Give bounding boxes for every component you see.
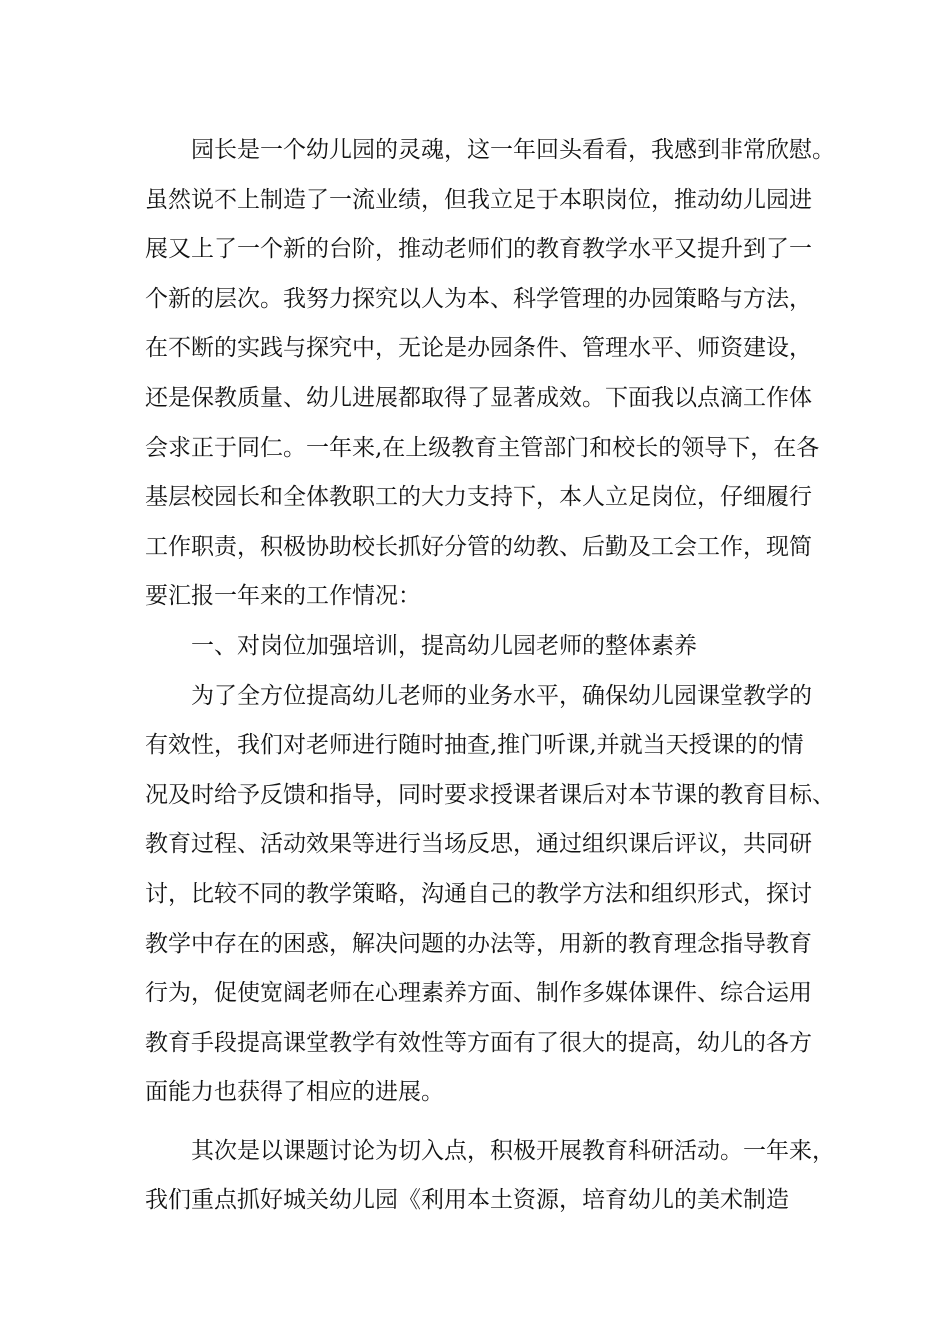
paragraph-line: 况及时给予反馈和指导，同时要求授课者课后对本节课的教育目标、 [145, 781, 835, 808]
paragraph-line: 有效性，我们对老师进行随时抽查,推门听课,并就当天授课的的情 [145, 732, 804, 759]
paragraph-line: 展又上了一个新的台阶，推动老师们的教育教学水平又提升到了一 [145, 236, 812, 263]
paragraph-line: 其次是以课题讨论为切入点，积极开展教育科研活动。一年来， [191, 1137, 835, 1164]
paragraph-line: 教育手段提高课堂教学有效性等方面有了很大的提高，幼儿的各方 [145, 1029, 812, 1056]
paragraph-line: 我们重点抓好城关幼儿园《利用本土资源，培育幼儿的美术制造 [145, 1187, 789, 1214]
paragraph-line: 教育过程、活动效果等进行当场反思，通过组织课后评议，共同研 [145, 831, 812, 858]
section-heading: 一、对岗位加强培训，提高幼儿园老师的整体素养 [191, 632, 697, 659]
paragraph-line: 面能力也获得了相应的进展。 [145, 1079, 444, 1106]
paragraph-line: 讨，比较不同的教学策略，沟通自己的教学方法和组织形式，探讨 [145, 880, 812, 907]
paragraph-line: 还是保教质量、幼儿进展都取得了显著成效。下面我以点滴工作体 [145, 384, 812, 411]
paragraph-line: 园长是一个幼儿园的灵魂，这一年回头看看，我感到非常欣慰。 [191, 137, 835, 163]
document-body [145, 126, 845, 1226]
paragraph-line: 为了全方位提高幼儿老师的业务水平，确保幼儿园课堂教学的 [191, 682, 812, 709]
paragraph-line: 会求正于同仁。一年来,在上级教育主管部门和校长的领导下，在各 [145, 434, 820, 461]
paragraph-line: 要汇报一年来的工作情况： [145, 583, 421, 610]
paragraph-line: 虽然说不上制造了一流业绩，但我立足于本职岗位，推动幼儿园进 [145, 186, 812, 213]
paragraph-line: 在不断的实践与探究中，无论是办园条件、管理水平、师资建设， [145, 335, 812, 362]
paragraph-line: 教学中存在的困惑，解决问题的办法等，用新的教育理念指导教育 [145, 930, 812, 957]
paragraph-line: 工作职责，积极协助校长抓好分管的幼教、后勤及工会工作，现简 [145, 533, 812, 560]
paragraph-line: 个新的层次。我努力探究以人为本、科学管理的办园策略与方法， [145, 285, 812, 312]
paragraph-line: 基层校园长和全体教职工的大力支持下，本人立足岗位，仔细履行 [145, 484, 812, 511]
paragraph-line: 行为，促使宽阔老师在心理素养方面、制作多媒体课件、综合运用 [145, 980, 812, 1007]
